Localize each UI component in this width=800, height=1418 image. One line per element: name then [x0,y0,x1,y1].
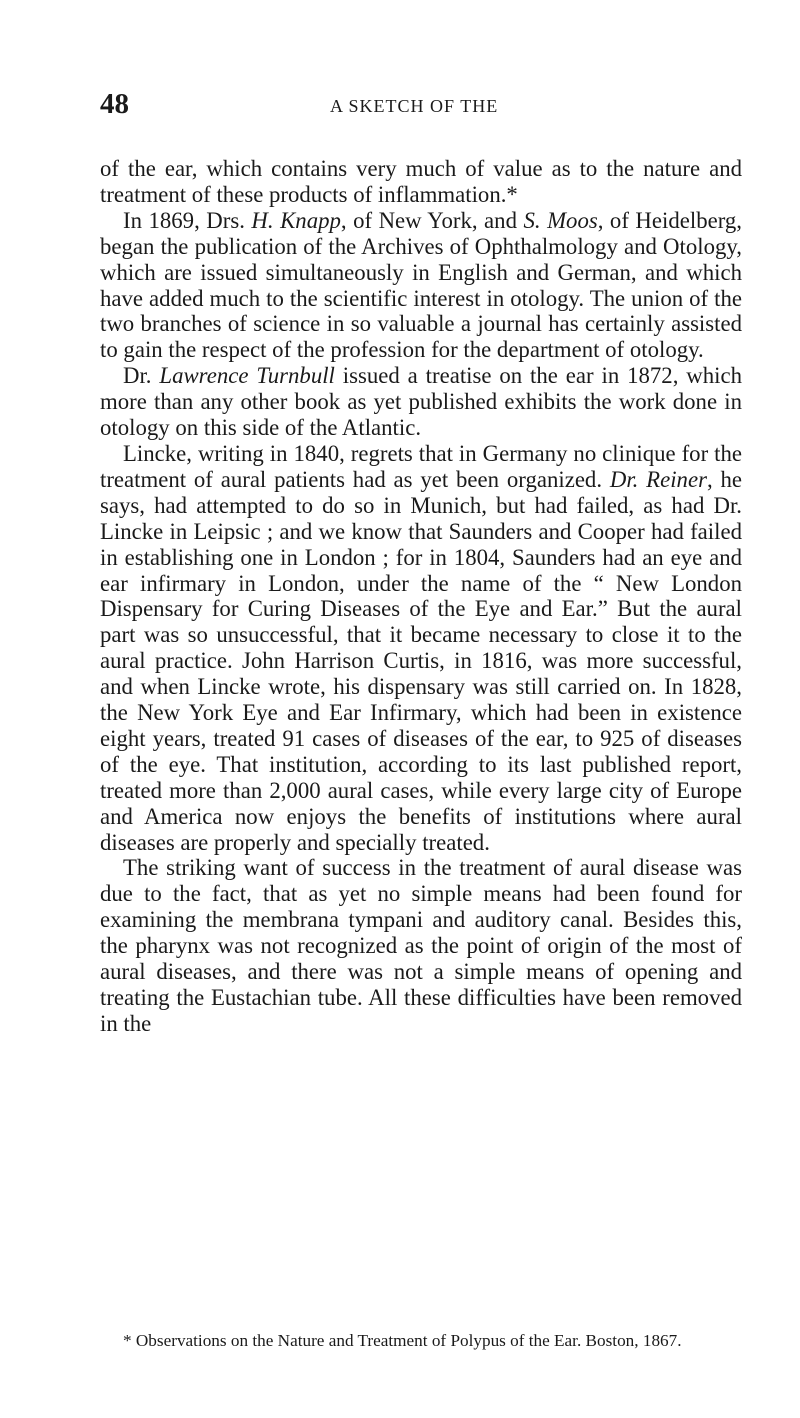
text-run: , of New York, and [340,207,524,233]
text-run: issued a treatise on the ear in 1872, which more than any other book as yet published exhibits the work done in otology on this side of the Atlantic. [100,363,742,441]
italic-name: Dr. Reiner [609,466,707,492]
italic-name: Lawrence Turnbull [159,363,335,389]
text-run: The striking want of success in the treatment of aural disease was due to the fact, that as yet no simple means had been found for examining the membrana tympani and auditory canal. Besides this, the pharynx was not recognized as the point of origin of the most of aural diseases, and there was not a simple means of opening and treating the Eustachian tube. All these difficulties have been removed in the [100,855,742,1036]
body-text [100,156,742,1037]
text-run: Dr. [123,363,160,389]
paragraph-4 [100,441,742,856]
page-header [100,88,740,128]
italic-name: S. Moos [523,207,598,233]
paragraph-1 [100,156,742,208]
page-number: 48 [100,88,129,120]
paragraph-5 [100,855,742,1036]
footnote: * Observations on the Nature and Treatment of Polypus of the Ear. Boston, 1867. [123,1331,682,1350]
text-run: Lincke, writing in 1840, regrets that in Germany no clinique for the treatment of aural patients had as yet been organized. [100,440,742,492]
running-head: A SKETCH OF THE [330,96,499,116]
italic-name: H. Knapp [251,207,341,233]
text-run: of the ear, which contains very much of value as to the nature and treatment of these products of inflammation.* [100,156,742,207]
text-run: In 1869, Drs. [123,207,252,233]
text-run: , of Heidelberg, began the publication of the Archives of Ophthalmology and Otology, which are issued simultaneously in English and German, and which have added much to the scientific interest in otology. The union of the two branches of science in so valuable a journal has certainly assisted to gain the respect of the profession for the department of otology. [100,207,742,363]
text-run: , he says, had attempted to do so in Munich, but had failed, as had Dr. Lincke in Leipsic ; and we know that Saunders and Cooper had failed in establishing one in London ; for in 1804, Saunders had an eye and ear infirmary in London, under the name of the “ New London Dispensary for Curing Diseases of the Eye and Ear.” But the aural part was so unsuccessful, that it became necessary to close it to the aural practice. John Harrison Curtis, in 1816, was more successful, and when Lincke wrote, his dispensary was still carried on. In 1828, the New York Eye and Ear Infirmary, which had been in existence eight years, treated 91 cases of diseases of the ear, to 925 of diseases of the eye. That institution, according to its last published report, treated more than 2,000 aural cases, while every large city of Europe and America now enjoys the benefits of institutions where aural diseases are properly and specially treated. [100,466,742,855]
paragraph-2 [100,208,742,363]
paragraph-3 [100,363,742,441]
